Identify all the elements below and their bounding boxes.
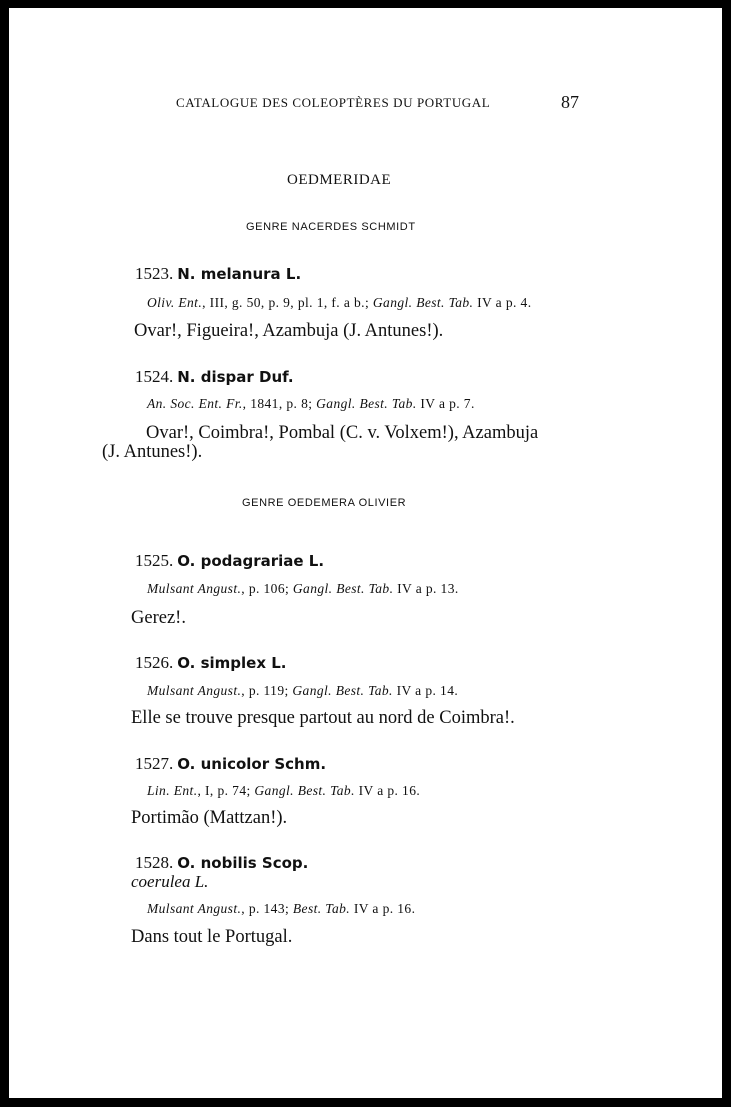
species-number: 1523.	[135, 264, 174, 283]
species-locality: Elle se trouve presque partout au nord de Coimbra!.	[131, 708, 515, 728]
species-entry-1524	[135, 367, 294, 387]
species-name: O. simplex L.	[177, 654, 287, 672]
reference-tail: IV a p. 4.	[473, 295, 532, 310]
reference-tail: IV a p. 13.	[393, 581, 459, 596]
reference-tail: IV a p. 7.	[416, 396, 475, 411]
reference-source-2: Gangl. Best. Tab.	[292, 683, 393, 698]
species-number: 1525.	[135, 551, 174, 570]
species-locality: Gerez!.	[131, 608, 186, 628]
running-title: CATALOGUE DES COLEOPTÈRES DU PORTUGAL	[176, 95, 491, 110]
genus-heading-oedemera: GENRE OEDEMERA OLIVIER	[242, 497, 407, 509]
species-name: O. nobilis Scop.	[177, 854, 309, 872]
reference-source: An. Soc. Ent. Fr.	[147, 396, 243, 411]
reference-source: Mulsant Angust.	[147, 581, 242, 596]
species-reference	[147, 396, 475, 412]
species-entry-1523	[135, 264, 301, 284]
reference-detail: , p. 119;	[241, 683, 293, 698]
species-number: 1524.	[135, 367, 174, 386]
species-name: O. unicolor Schm.	[177, 755, 327, 773]
reference-source: Mulsant Angust.	[147, 901, 242, 916]
species-reference	[147, 683, 458, 699]
reference-source: Oliv. Ent.	[147, 295, 203, 310]
species-reference	[147, 581, 459, 597]
species-name: O. podagrariae L.	[177, 552, 325, 570]
genus-heading-nacerdes: GENRE NACERDES SCHMIDT	[246, 221, 416, 233]
species-name: N. melanura L.	[177, 265, 302, 283]
reference-tail: IV a p. 16.	[350, 901, 416, 916]
reference-tail: IV a p. 16.	[354, 783, 421, 798]
species-number: 1527.	[135, 754, 174, 773]
reference-detail: , I, p. 74;	[197, 783, 255, 798]
reference-detail: , p. 106;	[241, 581, 293, 596]
reference-source: Lin. Ent.	[147, 783, 198, 798]
species-synonym: coerulea L.	[131, 872, 209, 891]
reference-source-2: Gangl. Best. Tab.	[372, 295, 474, 310]
family-heading: OEDMERIDAE	[287, 172, 392, 188]
species-entry-1525	[135, 551, 324, 571]
species-reference	[147, 783, 420, 799]
species-entry-1528	[135, 853, 308, 873]
reference-source-2: Gangl. Best. Tab.	[254, 783, 355, 798]
reference-source-2: Gangl. Best. Tab.	[292, 581, 394, 596]
species-entry-1527	[135, 754, 326, 774]
species-reference	[147, 295, 531, 311]
reference-source: Mulsant Angust.	[147, 683, 242, 698]
document-page	[9, 8, 722, 1098]
species-name: N. dispar Duf.	[177, 368, 294, 386]
species-locality: Dans tout le Portugal.	[131, 927, 293, 947]
species-locality-continued: (J. Antunes!).	[102, 442, 203, 462]
page-number: 87	[561, 92, 579, 112]
species-number: 1528.	[135, 853, 174, 872]
reference-source-2: Gangl. Best. Tab.	[316, 396, 417, 411]
reference-detail: , III, g. 50, p. 9, pl. 1, f. a b.;	[202, 295, 373, 310]
species-number: 1526.	[135, 653, 174, 672]
reference-detail: , 1841, p. 8;	[242, 396, 317, 411]
species-locality: Ovar!, Figueira!, Azambuja (J. Antunes!).	[134, 321, 444, 341]
species-reference	[147, 901, 415, 917]
reference-detail: , p. 143;	[241, 901, 293, 916]
species-locality: Portimão (Mattzan!).	[131, 808, 288, 828]
reference-source-2: Best. Tab.	[292, 901, 351, 916]
species-entry-1526	[135, 653, 287, 673]
reference-tail: IV a p. 14.	[392, 683, 459, 698]
species-locality: Ovar!, Coimbra!, Pombal (C. v. Volxem!), Azambuja	[146, 423, 539, 443]
